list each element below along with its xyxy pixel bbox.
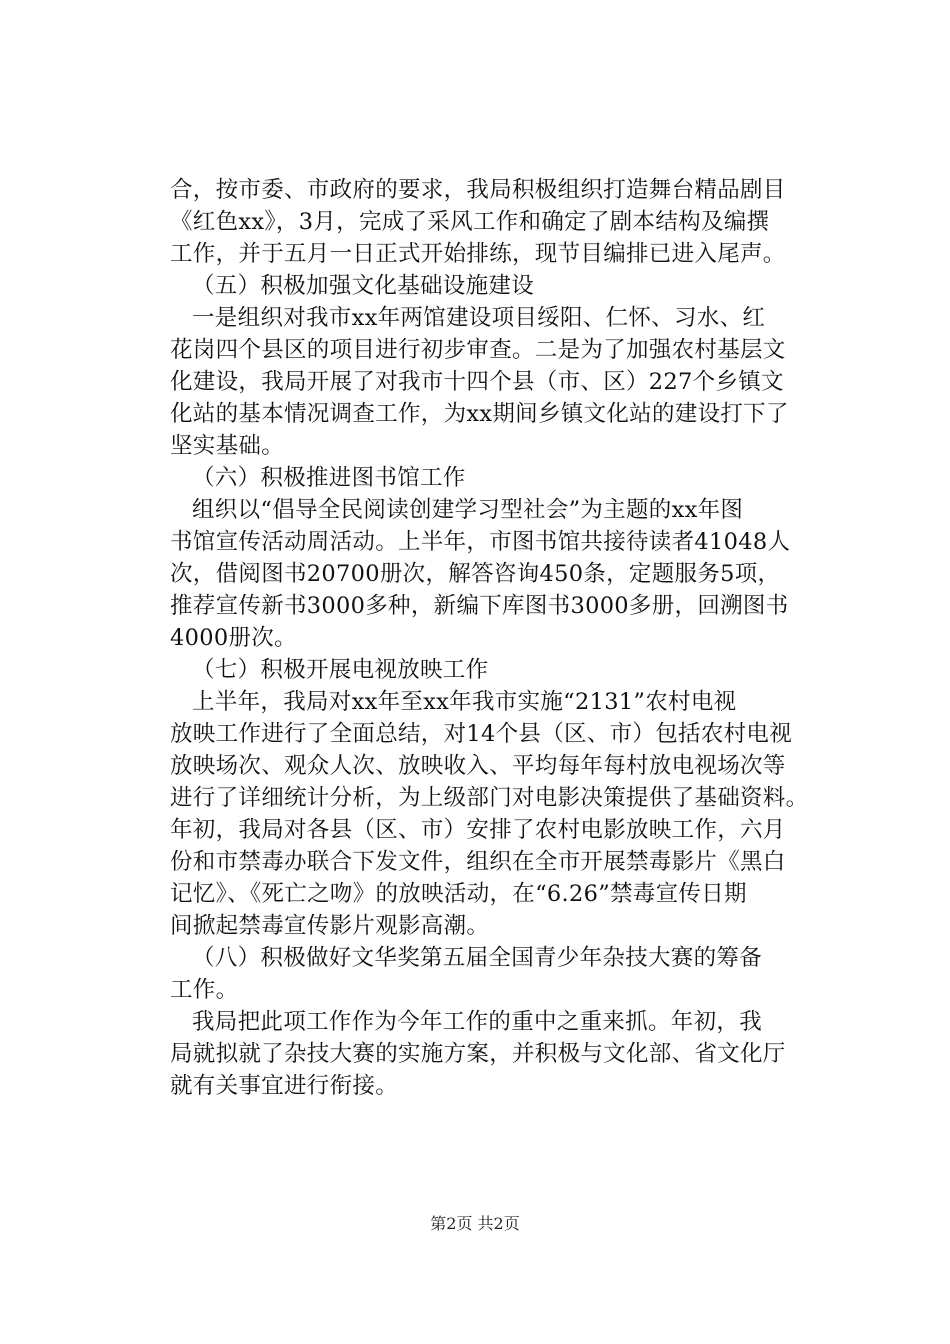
text-line: 坚实基础。 (170, 433, 285, 459)
text-line: 化站的基本情况调查工作，为xx期间乡镇文化站的建设打下了 (170, 401, 789, 427)
text-line: 书馆宣传活动周活动。上半年，市图书馆共接待读者41048人 (170, 529, 791, 555)
text-line: 工作，并于五月一日正式开始排练，现节目编排已进入尾声。 (170, 241, 786, 267)
text-line: 进行了详细统计分析，为上级部门对电影决策提供了基础资料。 (170, 785, 809, 811)
paragraph-start: 上半年，我局对xx年至xx年我市实施“2131”农村电视 (192, 689, 737, 715)
paragraph-start: 我局把此项工作作为今年工作的重中之重来抓。年初，我 (192, 1009, 763, 1035)
text-line: 工作。 (170, 977, 239, 1003)
document-body (170, 174, 832, 1102)
text-line: 放映场次、观众人次、放映收入、平均每年每村放电视场次等 (170, 753, 786, 779)
text-line: 放映工作进行了全面总结，对14个县（区、市）包括农村电视 (170, 721, 793, 747)
section-heading: （六）积极推进图书馆工作 (192, 465, 466, 491)
text-line: 记忆》、《死亡之吻》的放映活动，在“6.26”禁毒宣传日期 (170, 881, 747, 907)
text-line: 份和市禁毒办联合下发文件，组织在全市开展禁毒影片《黑白 (170, 849, 786, 875)
section-heading: （五）积极加强文化基础设施建设 (192, 273, 535, 299)
text-line: 花岗四个县区的项目进行初步审查。二是为了加强农村基层文 (170, 337, 786, 363)
paragraph-start: 组织以“倡导全民阅读创建学习型社会”为主题的xx年图 (192, 497, 744, 523)
text-line: 4000册次。 (170, 625, 297, 651)
text-line: 《红色xx》，3月，完成了采风工作和确定了剧本结构及编撰 (170, 209, 770, 235)
text-line: 间掀起禁毒宣传影片观影高潮。 (170, 913, 490, 939)
page-number: 第2页 共2页 (430, 1214, 520, 1233)
section-heading: （八）积极做好文华奖第五届全国青少年杂技大赛的筹备 (192, 945, 763, 971)
text-line: 次，借阅图书20700册次，解答咨询450条，定题服务5项， (170, 561, 781, 587)
text-line: 推荐宣传新书3000多种，新编下库图书3000多册，回溯图书 (170, 593, 789, 619)
text-line: 就有关事宜进行衔接。 (170, 1073, 399, 1099)
section-heading: （七）积极开展电视放映工作 (192, 657, 489, 683)
text-line: 合，按市委、市政府的要求，我局积极组织打造舞台精品剧目 (170, 177, 786, 203)
paragraph-start: 一是组织对我市xx年两馆建设项目绥阳、仁怀、习水、红 (192, 305, 766, 331)
text-line: 局就拟就了杂技大赛的实施方案，并积极与文化部、省文化厅 (170, 1041, 786, 1067)
text-line: 年初，我局对各县（区、市）安排了农村电影放映工作，六月 (170, 817, 786, 843)
page-footer (0, 1213, 950, 1235)
text-line: 化建设，我局开展了对我市十四个县（市、区）227个乡镇文 (170, 369, 784, 395)
